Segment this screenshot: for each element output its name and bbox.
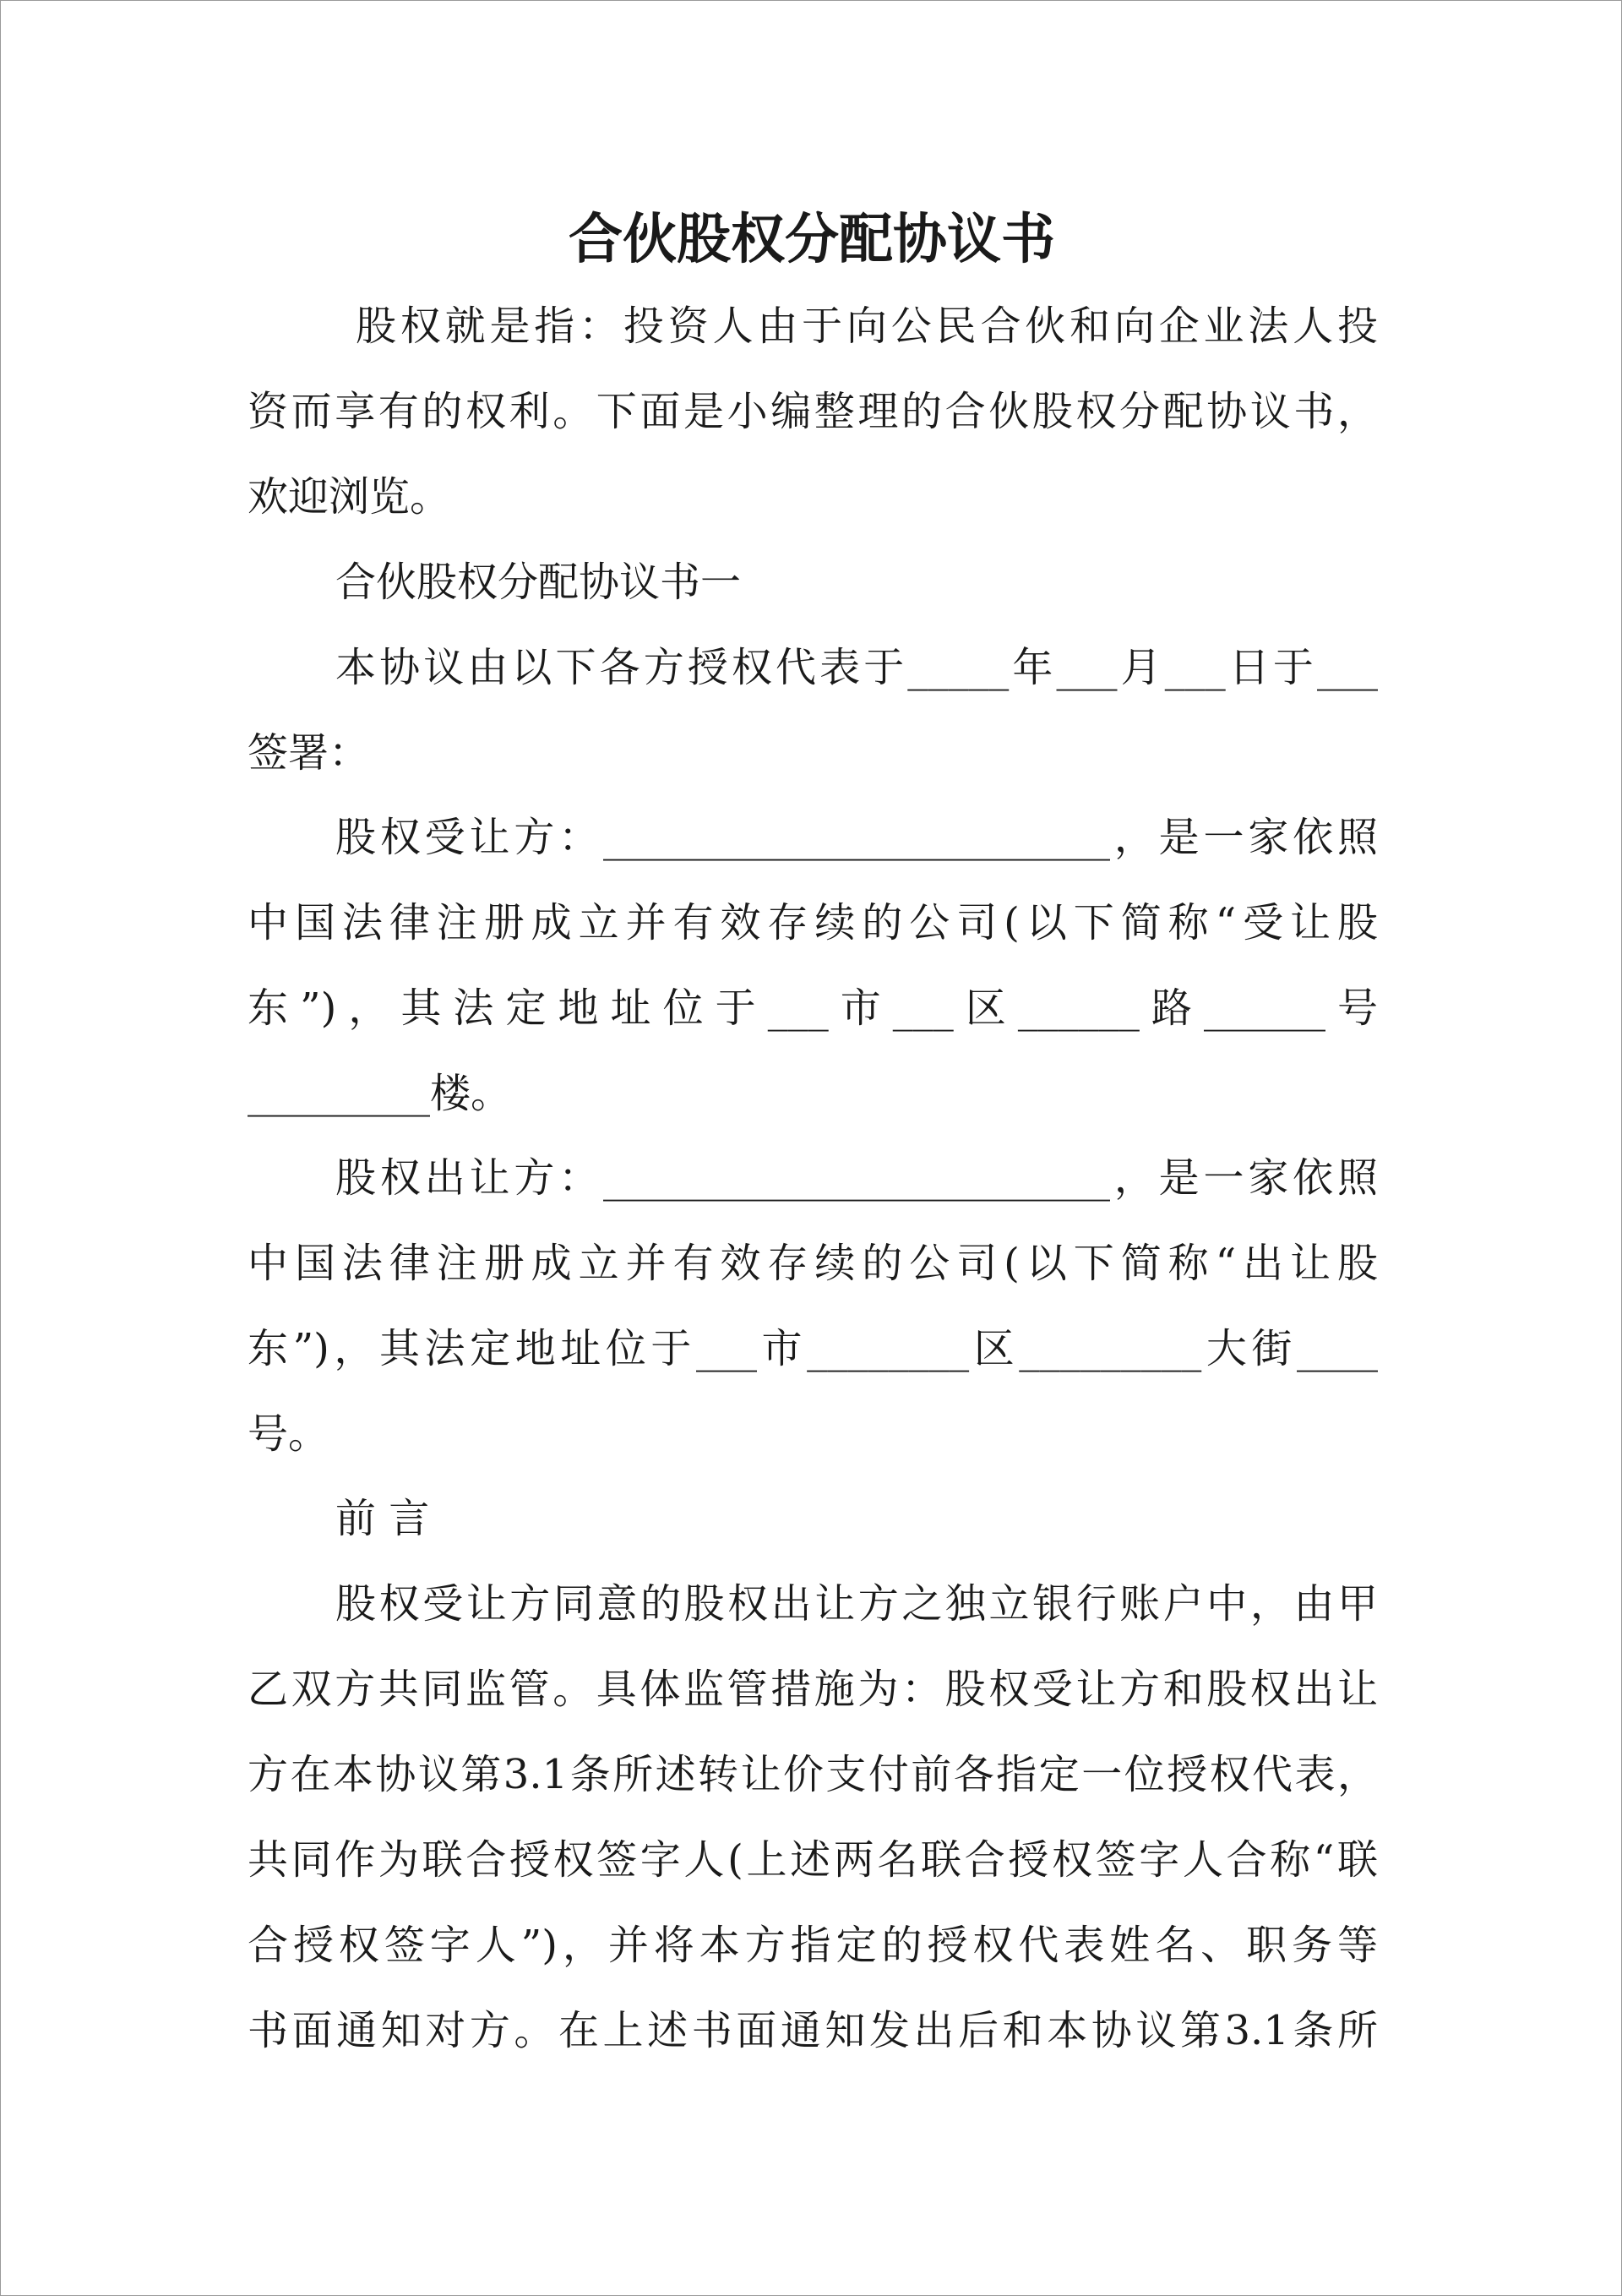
text-line: 股权受让方同意的股权出让方之独立银行账户中，由甲	[335, 1580, 1378, 1628]
transferor-paragraph	[248, 1136, 1378, 1477]
text-line: 中国法律注册成立并有效存续的公司(以下简称“出让股	[248, 1240, 1378, 1287]
text-line: 书面通知对方。在上述书面通知发出后和本协议第3.1条所	[248, 2007, 1378, 2054]
text-line: 方在本协议第3.1条所述转让价支付前各指定一位授权代表，	[248, 1751, 1378, 1798]
section-heading-one	[248, 540, 1378, 625]
text-line: 东”)，其法定地址位于___市___区______路______号	[248, 984, 1378, 1032]
text-line: 中国法律注册成立并有效存续的公司(以下简称“受让股	[248, 899, 1378, 946]
text-line: 欢迎浏览。	[248, 473, 451, 521]
preface-paragraph	[248, 1562, 1378, 2074]
signing-date-paragraph	[248, 625, 1378, 796]
text-line: 合授权签字人”)，并将本方指定的授权代表姓名、职务等	[248, 1922, 1378, 1969]
text-line: 前 言	[335, 1495, 430, 1542]
text-line: 合伙股权分配协议书一	[335, 559, 742, 606]
text-line: 股权就是指：投资人由于向公民合伙和向企业法人投	[356, 303, 1378, 350]
text-line: 资而享有的权利。下面是小编整理的合伙股权分配协议书，	[248, 388, 1378, 435]
preface-heading	[248, 1476, 1378, 1562]
text-line: _________楼。	[248, 1070, 512, 1117]
text-line: 股权出让方：_________________________，是一家依照	[335, 1154, 1378, 1202]
text-line: 本协议由以下各方授权代表于_____年___月___日于___	[335, 644, 1378, 691]
text-line: 股权受让方：_________________________，是一家依照	[335, 814, 1378, 861]
text-line: 号。	[248, 1410, 329, 1458]
transferee-paragraph	[248, 795, 1378, 1137]
text-line: 共同作为联合授权签字人(上述两名联合授权签字人合称“联	[248, 1836, 1378, 1884]
intro-paragraph	[248, 284, 1378, 540]
text-line: 乙双方共同监管。具体监管措施为：股权受让方和股权出让	[248, 1666, 1378, 1713]
document-title: 合伙股权分配协议书	[569, 208, 1055, 271]
text-line: 签署：	[248, 729, 370, 777]
text-line: 东”)，其法定地址位于___市________区_________大街____	[248, 1325, 1378, 1372]
